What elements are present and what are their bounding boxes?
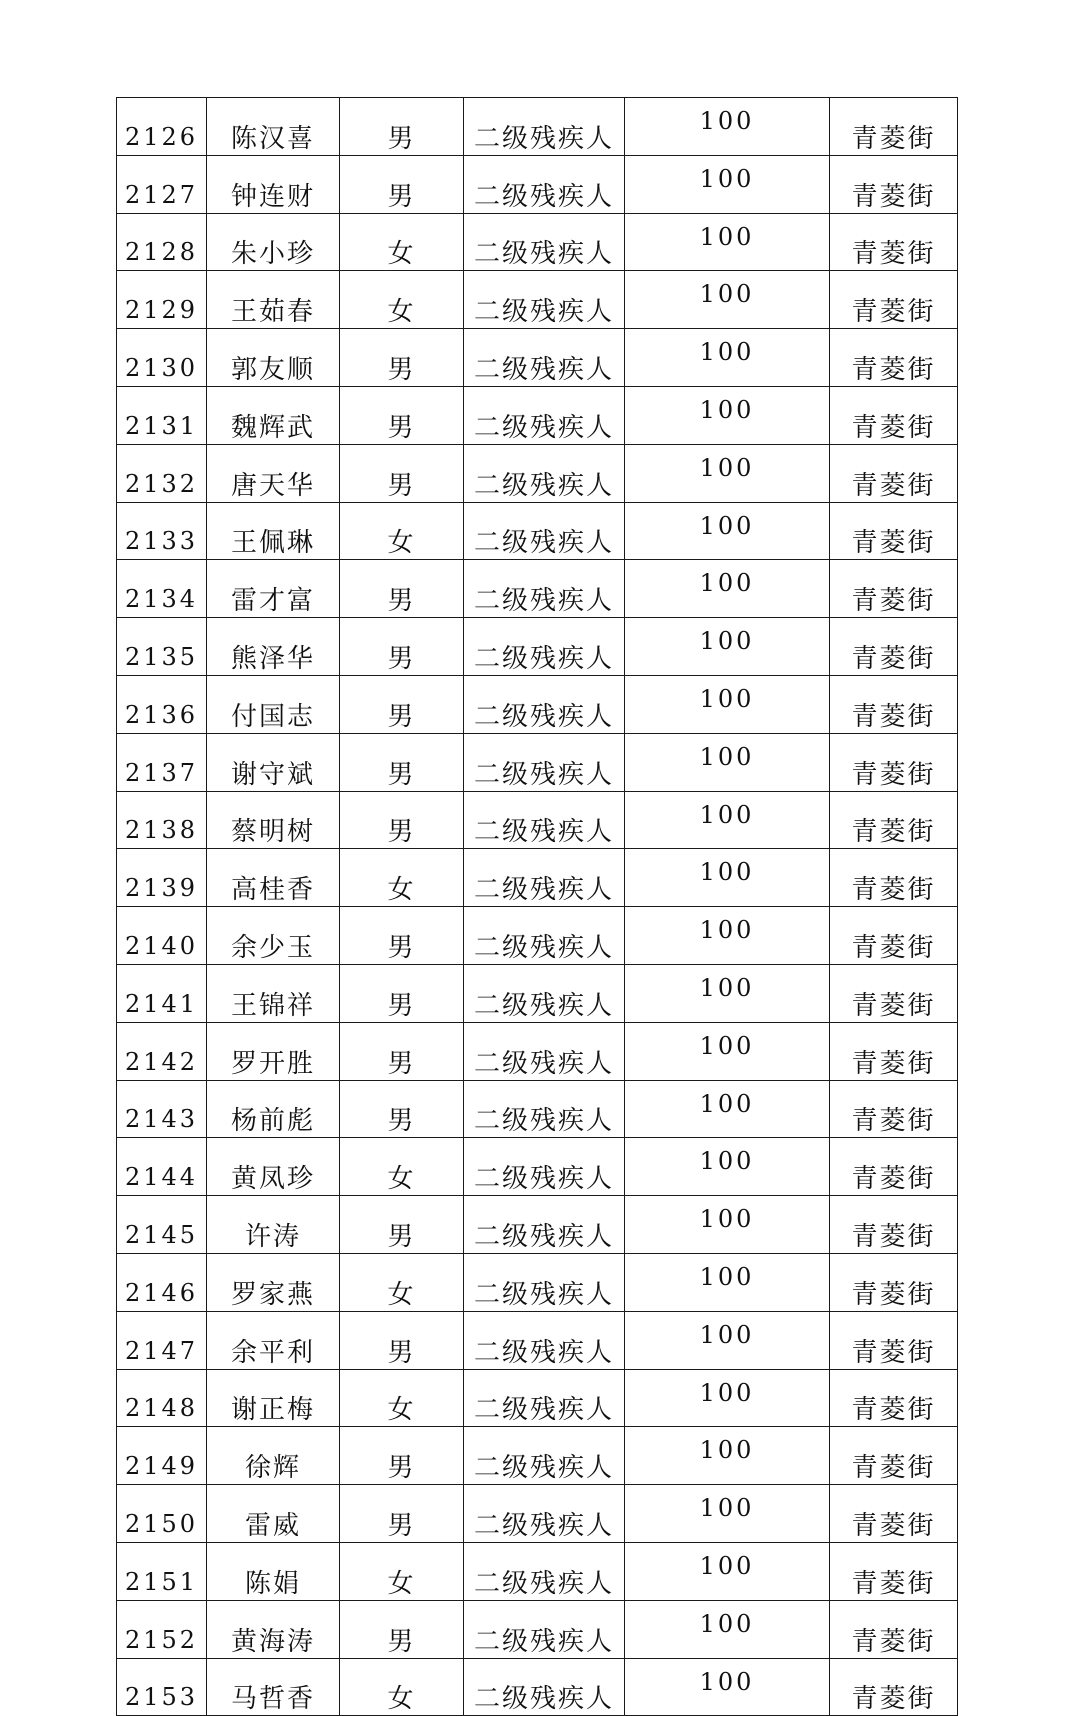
table-row xyxy=(117,1542,958,1600)
table-row xyxy=(117,1138,958,1196)
amount-cell: 100 xyxy=(625,1542,830,1600)
street-cell: 青菱街 xyxy=(830,329,958,387)
street-cell: 青菱街 xyxy=(830,386,958,444)
table-row xyxy=(117,1427,958,1485)
gender-cell: 男 xyxy=(340,675,464,733)
name-cell: 罗开胜 xyxy=(207,1022,340,1080)
amount-cell: 100 xyxy=(625,560,830,618)
gender-cell: 男 xyxy=(340,98,464,156)
gender-cell: 男 xyxy=(340,1311,464,1369)
table-row xyxy=(117,1080,958,1138)
table-row xyxy=(117,444,958,502)
row-number-cell: 2144 xyxy=(117,1138,207,1196)
disability-level-cell: 二级残疾人 xyxy=(464,155,625,213)
street-cell: 青菱街 xyxy=(830,1253,958,1311)
amount-cell: 100 xyxy=(625,1138,830,1196)
amount-cell: 100 xyxy=(625,618,830,676)
gender-cell: 男 xyxy=(340,618,464,676)
gender-cell: 女 xyxy=(340,213,464,271)
beneficiary-table xyxy=(116,97,958,1716)
amount-cell: 100 xyxy=(625,1022,830,1080)
gender-cell: 男 xyxy=(340,444,464,502)
name-cell: 王佩琳 xyxy=(207,502,340,560)
row-number-cell: 2132 xyxy=(117,444,207,502)
name-cell: 雷才富 xyxy=(207,560,340,618)
disability-level-cell: 二级残疾人 xyxy=(464,386,625,444)
gender-cell: 女 xyxy=(340,1138,464,1196)
table-row xyxy=(117,329,958,387)
name-cell: 黄凤珍 xyxy=(207,1138,340,1196)
row-number-cell: 2129 xyxy=(117,271,207,329)
amount-cell: 100 xyxy=(625,1311,830,1369)
name-cell: 魏辉武 xyxy=(207,386,340,444)
table-row xyxy=(117,560,958,618)
amount-cell: 100 xyxy=(625,1369,830,1427)
disability-level-cell: 二级残疾人 xyxy=(464,1138,625,1196)
disability-level-cell: 二级残疾人 xyxy=(464,502,625,560)
row-number-cell: 2145 xyxy=(117,1196,207,1254)
table-row xyxy=(117,1253,958,1311)
disability-level-cell: 二级残疾人 xyxy=(464,98,625,156)
name-cell: 朱小珍 xyxy=(207,213,340,271)
amount-cell: 100 xyxy=(625,1600,830,1658)
table-row xyxy=(117,907,958,965)
disability-level-cell: 二级残疾人 xyxy=(464,444,625,502)
table-row xyxy=(117,1022,958,1080)
disability-level-cell: 二级残疾人 xyxy=(464,1022,625,1080)
name-cell: 陈汉喜 xyxy=(207,98,340,156)
name-cell: 徐辉 xyxy=(207,1427,340,1485)
name-cell: 高桂香 xyxy=(207,849,340,907)
table-row xyxy=(117,155,958,213)
name-cell: 马哲香 xyxy=(207,1658,340,1716)
amount-cell: 100 xyxy=(625,1196,830,1254)
gender-cell: 男 xyxy=(340,1427,464,1485)
amount-cell: 100 xyxy=(625,1658,830,1716)
name-cell: 郭友顺 xyxy=(207,329,340,387)
gender-cell: 男 xyxy=(340,1196,464,1254)
disability-level-cell: 二级残疾人 xyxy=(464,791,625,849)
disability-level-cell: 二级残疾人 xyxy=(464,618,625,676)
disability-level-cell: 二级残疾人 xyxy=(464,1311,625,1369)
row-number-cell: 2149 xyxy=(117,1427,207,1485)
row-number-cell: 2134 xyxy=(117,560,207,618)
name-cell: 付国志 xyxy=(207,675,340,733)
table-row xyxy=(117,849,958,907)
street-cell: 青菱街 xyxy=(830,1138,958,1196)
name-cell: 王锦祥 xyxy=(207,964,340,1022)
gender-cell: 男 xyxy=(340,907,464,965)
table-row xyxy=(117,733,958,791)
amount-cell: 100 xyxy=(625,213,830,271)
gender-cell: 女 xyxy=(340,1658,464,1716)
amount-cell: 100 xyxy=(625,1427,830,1485)
name-cell: 熊泽华 xyxy=(207,618,340,676)
gender-cell: 男 xyxy=(340,329,464,387)
name-cell: 余平利 xyxy=(207,1311,340,1369)
row-number-cell: 2127 xyxy=(117,155,207,213)
disability-level-cell: 二级残疾人 xyxy=(464,1369,625,1427)
street-cell: 青菱街 xyxy=(830,213,958,271)
street-cell: 青菱街 xyxy=(830,444,958,502)
street-cell: 青菱街 xyxy=(830,791,958,849)
street-cell: 青菱街 xyxy=(830,964,958,1022)
row-number-cell: 2153 xyxy=(117,1658,207,1716)
table-row xyxy=(117,1369,958,1427)
table-row xyxy=(117,964,958,1022)
table-row xyxy=(117,1196,958,1254)
disability-level-cell: 二级残疾人 xyxy=(464,1080,625,1138)
row-number-cell: 2148 xyxy=(117,1369,207,1427)
name-cell: 谢正梅 xyxy=(207,1369,340,1427)
row-number-cell: 2143 xyxy=(117,1080,207,1138)
amount-cell: 100 xyxy=(625,907,830,965)
street-cell: 青菱街 xyxy=(830,155,958,213)
gender-cell: 女 xyxy=(340,1542,464,1600)
name-cell: 钟连财 xyxy=(207,155,340,213)
street-cell: 青菱街 xyxy=(830,1196,958,1254)
street-cell: 青菱街 xyxy=(830,1485,958,1543)
row-number-cell: 2133 xyxy=(117,502,207,560)
table-body xyxy=(117,98,958,1716)
street-cell: 青菱街 xyxy=(830,1022,958,1080)
gender-cell: 男 xyxy=(340,1600,464,1658)
name-cell: 杨前彪 xyxy=(207,1080,340,1138)
street-cell: 青菱街 xyxy=(830,1658,958,1716)
row-number-cell: 2141 xyxy=(117,964,207,1022)
row-number-cell: 2140 xyxy=(117,907,207,965)
row-number-cell: 2146 xyxy=(117,1253,207,1311)
name-cell: 谢守斌 xyxy=(207,733,340,791)
street-cell: 青菱街 xyxy=(830,733,958,791)
gender-cell: 男 xyxy=(340,1022,464,1080)
row-number-cell: 2128 xyxy=(117,213,207,271)
table-row xyxy=(117,618,958,676)
table-row xyxy=(117,386,958,444)
table-row xyxy=(117,502,958,560)
amount-cell: 100 xyxy=(625,964,830,1022)
disability-level-cell: 二级残疾人 xyxy=(464,1253,625,1311)
street-cell: 青菱街 xyxy=(830,271,958,329)
gender-cell: 男 xyxy=(340,1080,464,1138)
name-cell: 王茹春 xyxy=(207,271,340,329)
row-number-cell: 2137 xyxy=(117,733,207,791)
gender-cell: 男 xyxy=(340,733,464,791)
row-number-cell: 2147 xyxy=(117,1311,207,1369)
row-number-cell: 2131 xyxy=(117,386,207,444)
amount-cell: 100 xyxy=(625,1485,830,1543)
disability-level-cell: 二级残疾人 xyxy=(464,964,625,1022)
amount-cell: 100 xyxy=(625,1080,830,1138)
amount-cell: 100 xyxy=(625,155,830,213)
amount-cell: 100 xyxy=(625,386,830,444)
table-row xyxy=(117,271,958,329)
gender-cell: 女 xyxy=(340,271,464,329)
name-cell: 余少玉 xyxy=(207,907,340,965)
row-number-cell: 2136 xyxy=(117,675,207,733)
row-number-cell: 2126 xyxy=(117,98,207,156)
name-cell: 唐天华 xyxy=(207,444,340,502)
amount-cell: 100 xyxy=(625,791,830,849)
gender-cell: 女 xyxy=(340,1369,464,1427)
disability-level-cell: 二级残疾人 xyxy=(464,733,625,791)
name-cell: 雷威 xyxy=(207,1485,340,1543)
row-number-cell: 2135 xyxy=(117,618,207,676)
disability-level-cell: 二级残疾人 xyxy=(464,1542,625,1600)
disability-level-cell: 二级残疾人 xyxy=(464,849,625,907)
row-number-cell: 2142 xyxy=(117,1022,207,1080)
row-number-cell: 2130 xyxy=(117,329,207,387)
street-cell: 青菱街 xyxy=(830,849,958,907)
gender-cell: 男 xyxy=(340,386,464,444)
street-cell: 青菱街 xyxy=(830,1080,958,1138)
disability-level-cell: 二级残疾人 xyxy=(464,213,625,271)
table-row xyxy=(117,1485,958,1543)
table-row xyxy=(117,1311,958,1369)
amount-cell: 100 xyxy=(625,444,830,502)
street-cell: 青菱街 xyxy=(830,1542,958,1600)
street-cell: 青菱街 xyxy=(830,502,958,560)
street-cell: 青菱街 xyxy=(830,560,958,618)
street-cell: 青菱街 xyxy=(830,675,958,733)
street-cell: 青菱街 xyxy=(830,1311,958,1369)
amount-cell: 100 xyxy=(625,733,830,791)
street-cell: 青菱街 xyxy=(830,907,958,965)
amount-cell: 100 xyxy=(625,98,830,156)
street-cell: 青菱街 xyxy=(830,1369,958,1427)
street-cell: 青菱街 xyxy=(830,1427,958,1485)
gender-cell: 男 xyxy=(340,560,464,618)
disability-level-cell: 二级残疾人 xyxy=(464,907,625,965)
amount-cell: 100 xyxy=(625,1253,830,1311)
row-number-cell: 2139 xyxy=(117,849,207,907)
row-number-cell: 2150 xyxy=(117,1485,207,1543)
name-cell: 蔡明树 xyxy=(207,791,340,849)
disability-level-cell: 二级残疾人 xyxy=(464,1196,625,1254)
amount-cell: 100 xyxy=(625,675,830,733)
name-cell: 黄海涛 xyxy=(207,1600,340,1658)
name-cell: 罗家燕 xyxy=(207,1253,340,1311)
gender-cell: 男 xyxy=(340,1485,464,1543)
gender-cell: 男 xyxy=(340,791,464,849)
disability-level-cell: 二级残疾人 xyxy=(464,560,625,618)
amount-cell: 100 xyxy=(625,502,830,560)
table-row xyxy=(117,791,958,849)
gender-cell: 男 xyxy=(340,964,464,1022)
amount-cell: 100 xyxy=(625,329,830,387)
street-cell: 青菱街 xyxy=(830,618,958,676)
disability-level-cell: 二级残疾人 xyxy=(464,329,625,387)
street-cell: 青菱街 xyxy=(830,98,958,156)
name-cell: 陈娟 xyxy=(207,1542,340,1600)
gender-cell: 男 xyxy=(340,155,464,213)
gender-cell: 女 xyxy=(340,1253,464,1311)
table-row xyxy=(117,98,958,156)
disability-level-cell: 二级残疾人 xyxy=(464,271,625,329)
gender-cell: 女 xyxy=(340,849,464,907)
row-number-cell: 2152 xyxy=(117,1600,207,1658)
disability-level-cell: 二级残疾人 xyxy=(464,1658,625,1716)
table-row xyxy=(117,1600,958,1658)
table-row xyxy=(117,675,958,733)
row-number-cell: 2151 xyxy=(117,1542,207,1600)
amount-cell: 100 xyxy=(625,271,830,329)
disability-level-cell: 二级残疾人 xyxy=(464,1485,625,1543)
gender-cell: 女 xyxy=(340,502,464,560)
amount-cell: 100 xyxy=(625,849,830,907)
disability-level-cell: 二级残疾人 xyxy=(464,1600,625,1658)
street-cell: 青菱街 xyxy=(830,1600,958,1658)
name-cell: 许涛 xyxy=(207,1196,340,1254)
table-row xyxy=(117,1658,958,1716)
table-row xyxy=(117,213,958,271)
row-number-cell: 2138 xyxy=(117,791,207,849)
disability-level-cell: 二级残疾人 xyxy=(464,675,625,733)
disability-level-cell: 二级残疾人 xyxy=(464,1427,625,1485)
